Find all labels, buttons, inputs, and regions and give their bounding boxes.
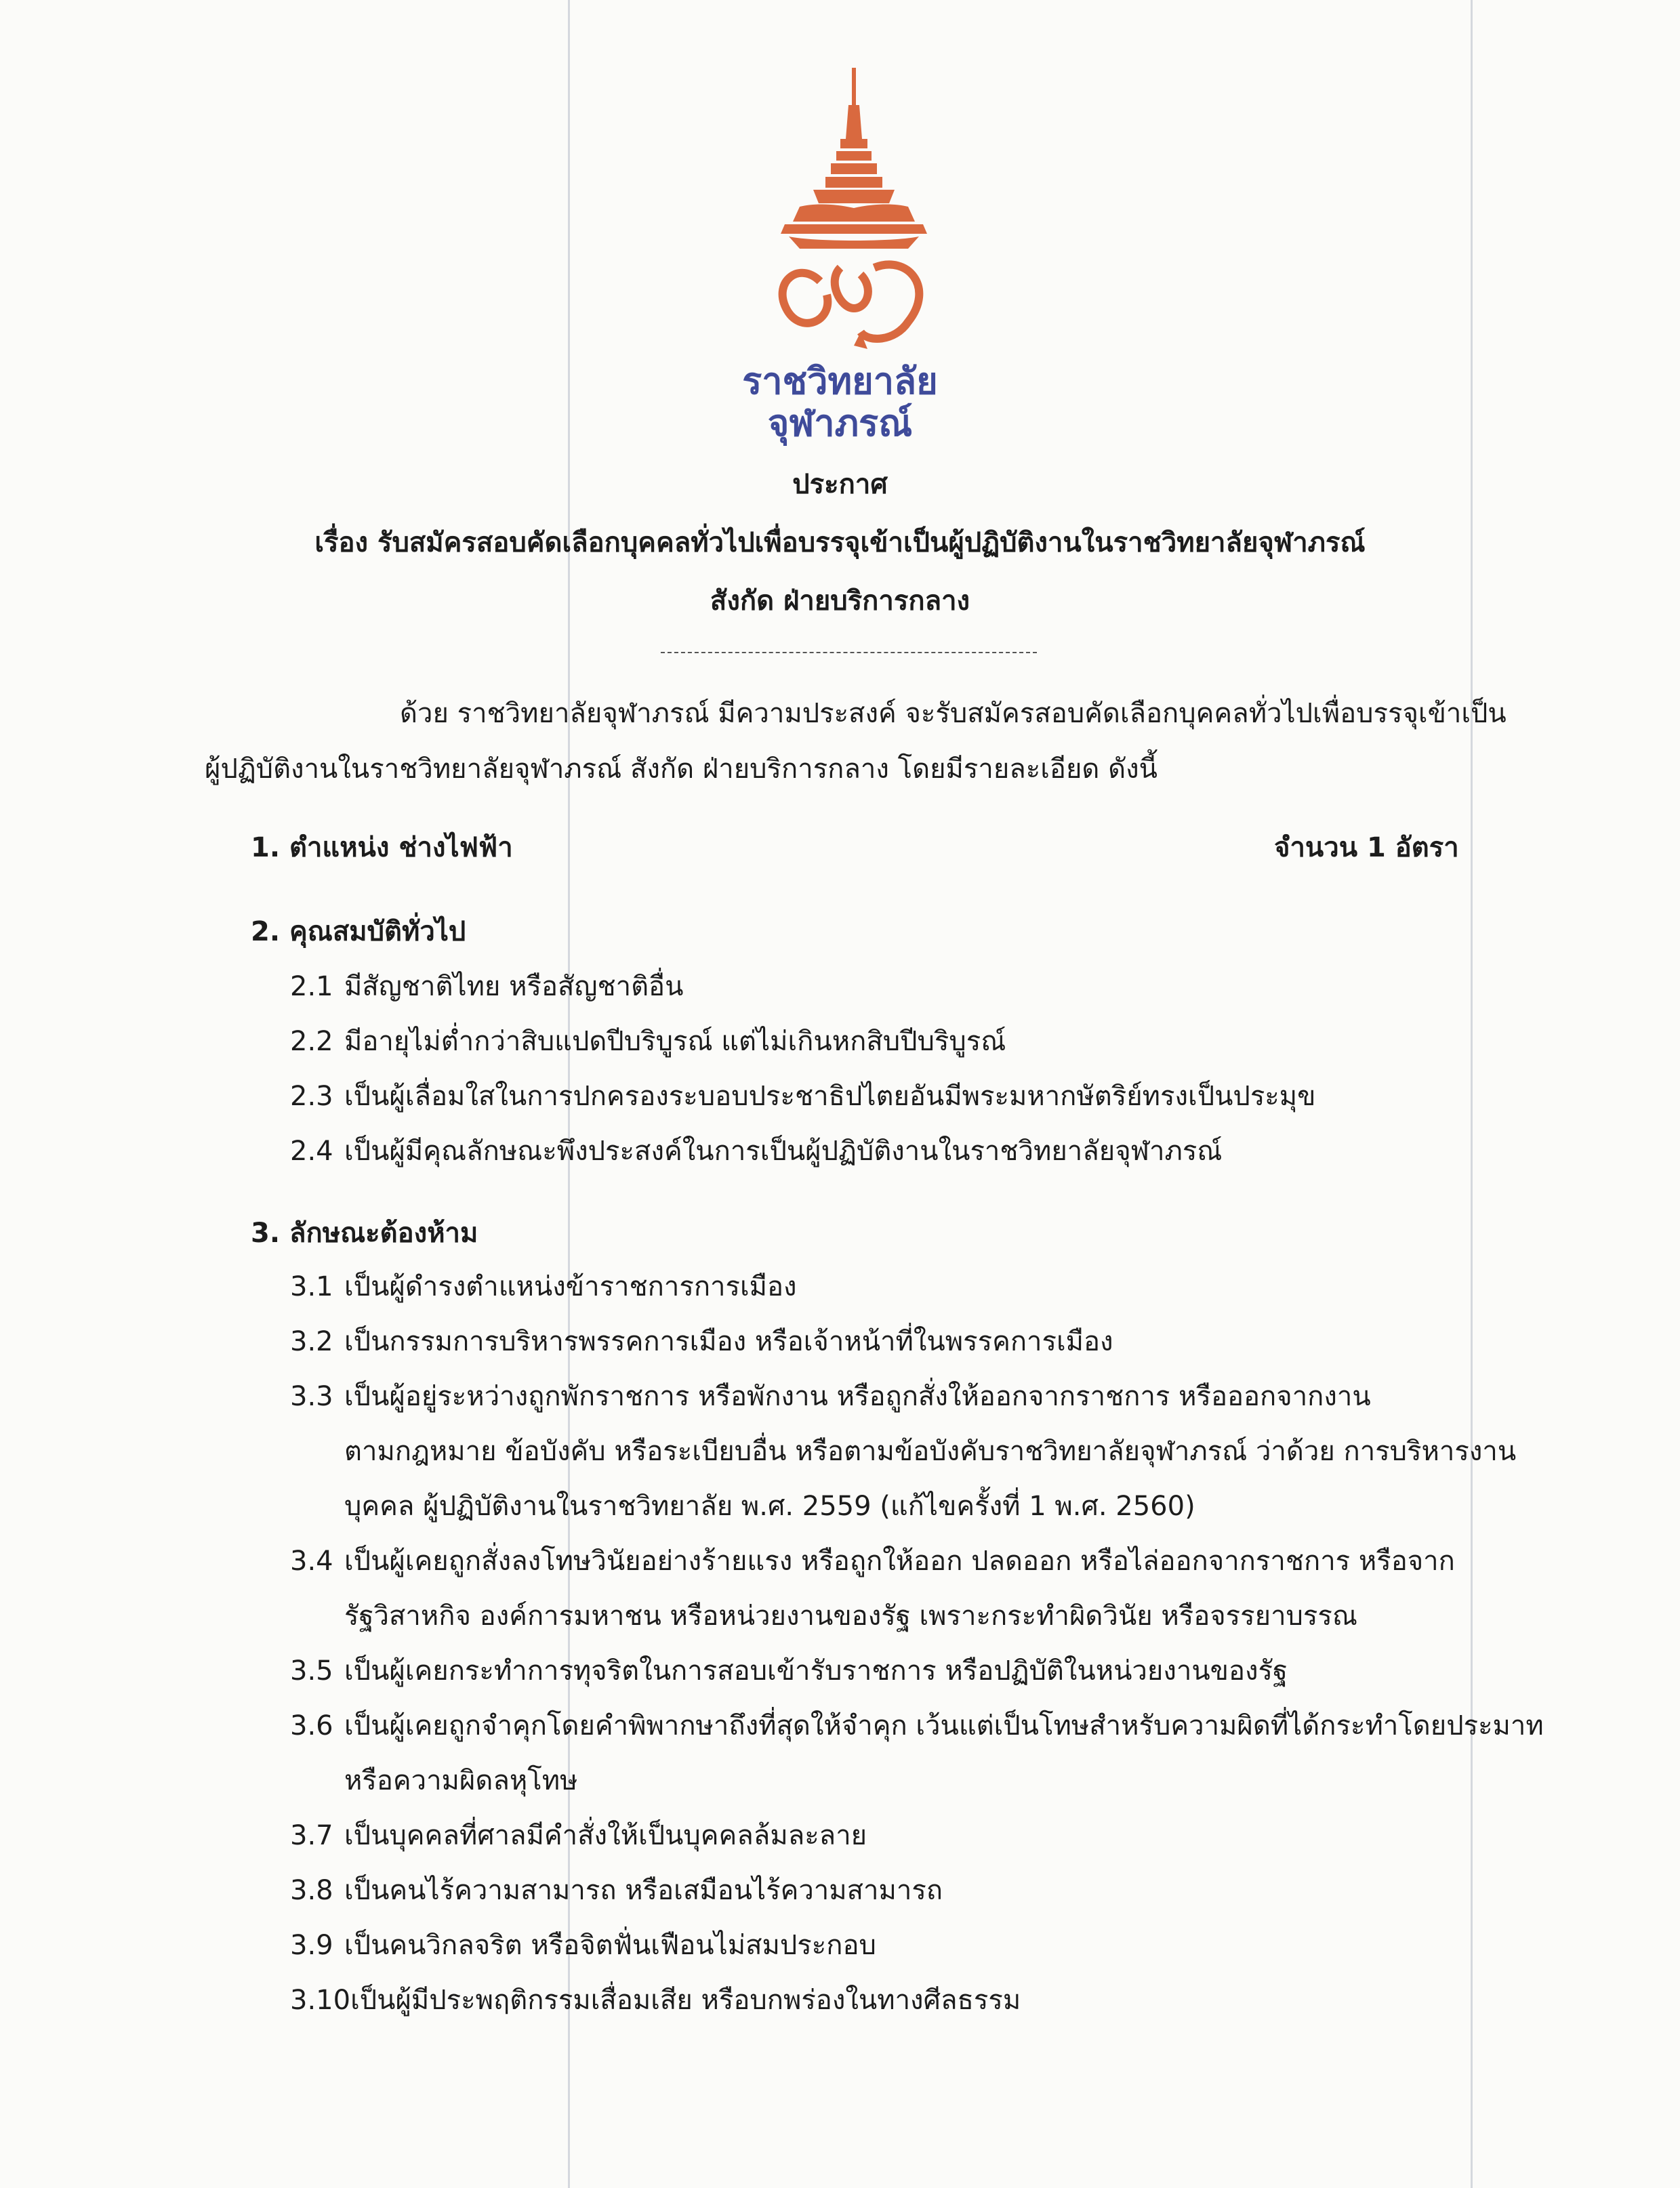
list-item: 3.2 เป็นกรรมการบริหารพรรคการเมือง หรือเจ้าหน้าที่ในพรรคการเมือง bbox=[290, 1326, 1113, 1357]
section-number: 1. bbox=[251, 832, 281, 863]
list-item: 2.1 มีสัญชาติไทย หรือสัญชาติอื่น bbox=[290, 971, 684, 1002]
list-item: 3.5 เป็นผู้เคยกระทำการทุจริตในการสอบเข้ารับราชการ หรือปฏิบัติในหน่วยงานของรัฐ bbox=[290, 1655, 1288, 1687]
divider bbox=[661, 652, 1037, 653]
list-item-continuation: รัฐวิสาหกิจ องค์การมหาชน หรือหน่วยงานของรัฐ เพราะกระทำผิดวินัย หรือจรรยาบรรณ bbox=[344, 1601, 1357, 1632]
section-title: คุณสมบัติทั่วไป bbox=[289, 916, 466, 947]
list-item: 2.3 เป็นผู้เลื่อมใสในการปกครองระบอบประชาธิปไตยอันมีพระมหากษัตริย์ทรงเป็นประมุข bbox=[290, 1081, 1316, 1112]
section-number: 3. bbox=[251, 1218, 281, 1249]
section-title: ตำแหน่ง ช่างไฟฟ้า bbox=[289, 832, 513, 863]
list-item: 3.10เป็นผู้มีประพฤติกรรมเสื่อมเสีย หรือบกพร่องในทางศีลธรรม bbox=[290, 1985, 1021, 2016]
list-item-continuation: ตามกฎหมาย ข้อบังคับ หรือระเบียบอื่น หรือตามข้อบังคับราชวิทยาลัยจุฬาภรณ์ ว่าด้วย การบริหารงาน bbox=[344, 1436, 1517, 1467]
org-name-line1: ราชวิทยาลัย bbox=[742, 360, 938, 402]
list-item: 2.4 เป็นผู้มีคุณลักษณะพึงประสงค์ในการเป็นผู้ปฏิบัติงานในราชวิทยาลัยจุฬาภรณ์ bbox=[290, 1136, 1223, 1167]
section1-heading bbox=[251, 831, 513, 865]
section3-heading bbox=[251, 1216, 478, 1250]
list-item: 3.4 เป็นผู้เคยถูกสั่งลงโทษวินัยอย่างร้ายแรง หรือถูกให้ออก ปลดออก หรือไล่ออกจากราชการ หรือจาก bbox=[290, 1546, 1455, 1577]
subject-line: เรื่อง รับสมัครสอบคัดเลือกบุคคลทั่วไปเพื่อบรรจุเข้าเป็นผู้ปฏิบัติงานในราชวิทยาลัยจุฬาภรณ์ bbox=[314, 527, 1366, 558]
list-item: 3.3 เป็นผู้อยู่ระหว่างถูกพักราชการ หรือพักงาน หรือถูกสั่งให้ออกจากราชการ หรือออกจากงาน bbox=[290, 1381, 1371, 1412]
org-name-line2: จุฬาภรณ์ bbox=[767, 402, 913, 445]
list-item: 3.7 เป็นบุคคลที่ศาลมีคำสั่งให้เป็นบุคคลล้มละลาย bbox=[290, 1820, 867, 1851]
list-item: 3.6 เป็นผู้เคยถูกจำคุกโดยคำพิพากษาถึงที่สุดให้จำคุก เว้นแต่เป็นโทษสำหรับความผิดที่ได้กระทำโดยประมาท bbox=[290, 1710, 1544, 1741]
doc-type-heading: ประกาศ bbox=[792, 469, 888, 500]
list-item: 3.8 เป็นคนไร้ความสามารถ หรือเสมือนไร้ความสามารถ bbox=[290, 1875, 943, 1906]
section-number: 2. bbox=[251, 916, 281, 947]
institution-logo-icon bbox=[773, 64, 935, 363]
scan-artifact-line bbox=[1471, 0, 1473, 2188]
section2-heading bbox=[251, 915, 466, 949]
list-item-continuation: บุคคล ผู้ปฏิบัติงานในราชวิทยาลัย พ.ศ. 2559 (แก้ไขครั้งที่ 1 พ.ศ. 2560) bbox=[344, 1491, 1195, 1522]
list-item: 3.9 เป็นคนวิกลจริต หรือจิตฟั่นเฟือนไม่สมประกอบ bbox=[290, 1930, 876, 1961]
subject-line2: สังกัด ฝ่ายบริการกลาง bbox=[710, 585, 970, 617]
list-item-continuation: หรือความผิดลหุโทษ bbox=[344, 1765, 578, 1796]
position-count: จำนวน 1 อัตรา bbox=[1274, 832, 1459, 863]
list-item: 2.2 มีอายุไม่ต่ำกว่าสิบแปดปีบริบูรณ์ แต่ไม่เกินหกสิบปีบริบูรณ์ bbox=[290, 1026, 1006, 1057]
list-item: 3.1 เป็นผู้ดำรงตำแหน่งข้าราชการการเมือง bbox=[290, 1271, 797, 1302]
section-title: ลักษณะต้องห้าม bbox=[289, 1218, 478, 1249]
intro-line1: ด้วย ราชวิทยาลัยจุฬาภรณ์ มีความประสงค์ จะรับสมัครสอบคัดเลือกบุคคลทั่วไปเพื่อบรรจุเข้าเป็น bbox=[400, 698, 1507, 729]
intro-line2: ผู้ปฏิบัติงานในราชวิทยาลัยจุฬาภรณ์ สังกัด ฝ่ายบริการกลาง โดยมีรายละเอียด ดังนี้ bbox=[205, 754, 1157, 785]
